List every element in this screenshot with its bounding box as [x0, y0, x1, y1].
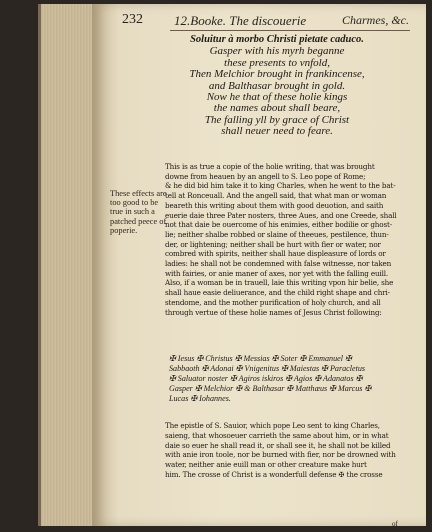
body-line: lie; neither shalbe robbed or slaine of theeues, pestilence, thun-	[165, 229, 389, 239]
verse-line: Now he that of these holie kings	[206, 91, 348, 104]
header-section: Charmes, &c.	[342, 13, 409, 27]
book-page	[92, 4, 426, 526]
epistle-paragraph	[165, 421, 411, 480]
body-line: through vertue of these holie names of Jesus Christ following:	[165, 307, 382, 317]
body-line: not that daie be ouercome of his enimies, either bodilie or ghost-	[165, 220, 393, 230]
charm-verse	[152, 34, 402, 138]
verse-line: The falling yll by grace of Christ	[204, 113, 350, 126]
body-line: der, or lightening; neither shall be hurt with fier or water, nor	[165, 239, 381, 249]
holy-names-list	[169, 354, 413, 404]
charm-caption: Soluitur à morbo Christi pietate caduco.	[190, 34, 364, 45]
names-line: ✠ Iesus ✠ Christus ✠ Messias ✠ Soter ✠ Emmanuel ✠	[169, 354, 352, 363]
body-paragraph	[165, 162, 411, 317]
body-line: This is as true a copie of the holie writing, that was brought	[165, 162, 375, 171]
body-line: daie so euer he shall read it, or shall see it, he shall not be killed	[165, 440, 391, 450]
verse-line: Gasper with his myrh beganne	[209, 45, 345, 58]
names-line: Sabbaoth ✠ Adonai ✠ Vnigenitus ✠ Maiestas ✠ Paracletus	[169, 364, 366, 373]
names-line: Lucas ✠ Iohannes.	[169, 394, 231, 403]
body-line: The epistle of S. Sauior, which pope Leo sent to king Charles,	[165, 421, 380, 430]
body-line: & he did bid him take it to king Charles, when he went to the bat-	[165, 181, 396, 191]
body-line: saieng, that whosoeuer carrieth the same about him, or in what	[165, 430, 389, 440]
verse-line: the names about shall beare,	[213, 102, 341, 115]
body-line: with fairies, or anie maner of axes, nor yet with the falling euill.	[165, 268, 389, 278]
verse-line: these presents to vnfold,	[224, 56, 330, 69]
body-line: ladies: he shall not be condemned with false witnesse, nor taken	[165, 259, 392, 269]
header-rule	[170, 30, 410, 31]
body-line: water, neither anie euill man or other creature make hurt	[165, 460, 367, 470]
margin-note: These effects are too good to be true in such a patched peece of poperie.	[110, 189, 167, 235]
body-line: stendome, and the mother purification of holy church, and all	[165, 297, 381, 307]
catchword: of	[392, 520, 398, 528]
names-line: ✠ Saluator noster ✠ Agiros iskiros ✠ Agios ✠ Adanatos ✠	[169, 374, 363, 383]
header-title: 12.Booke. The discouerie	[174, 13, 307, 28]
body-line: beareth this writing about them with good deuotion, and saith	[165, 200, 384, 210]
body-line: Also, if a woman be in trauell, laie this writing vpon hir belie, she	[165, 278, 394, 288]
body-line: tell at Ronceuall. And the angell said, that what man or woman	[165, 191, 387, 201]
verse-line: and Balthasar brought in gold.	[208, 79, 346, 92]
body-line: euerie daie three Pater nosters, three Aues, and one Creede, shall	[165, 210, 397, 220]
verse-line: shall neuer need to feare.	[221, 125, 333, 138]
body-line: him. The crosse of Christ is a wonderfull defense ✠ the crosse	[165, 469, 383, 479]
verse-line: Then Melchior brought in frankincense,	[189, 68, 365, 81]
page-number: 232	[122, 12, 143, 27]
body-line: shall haue easie deliuerance, and the child right shape and chri-	[165, 288, 390, 298]
body-line: with anie iron toole, nor be burned with fier, nor be drowned with	[165, 450, 396, 460]
names-line: Gasper ✠ Melchior ✠ & Balthasar ✠ Matthæus ✠ Marcus ✠	[169, 384, 372, 393]
body-line: combred with spirits, neither shall haue displeasure of lords or	[165, 249, 386, 259]
body-line: downe from heauen by an angell to S. Leo pope of Rome;	[165, 171, 366, 181]
